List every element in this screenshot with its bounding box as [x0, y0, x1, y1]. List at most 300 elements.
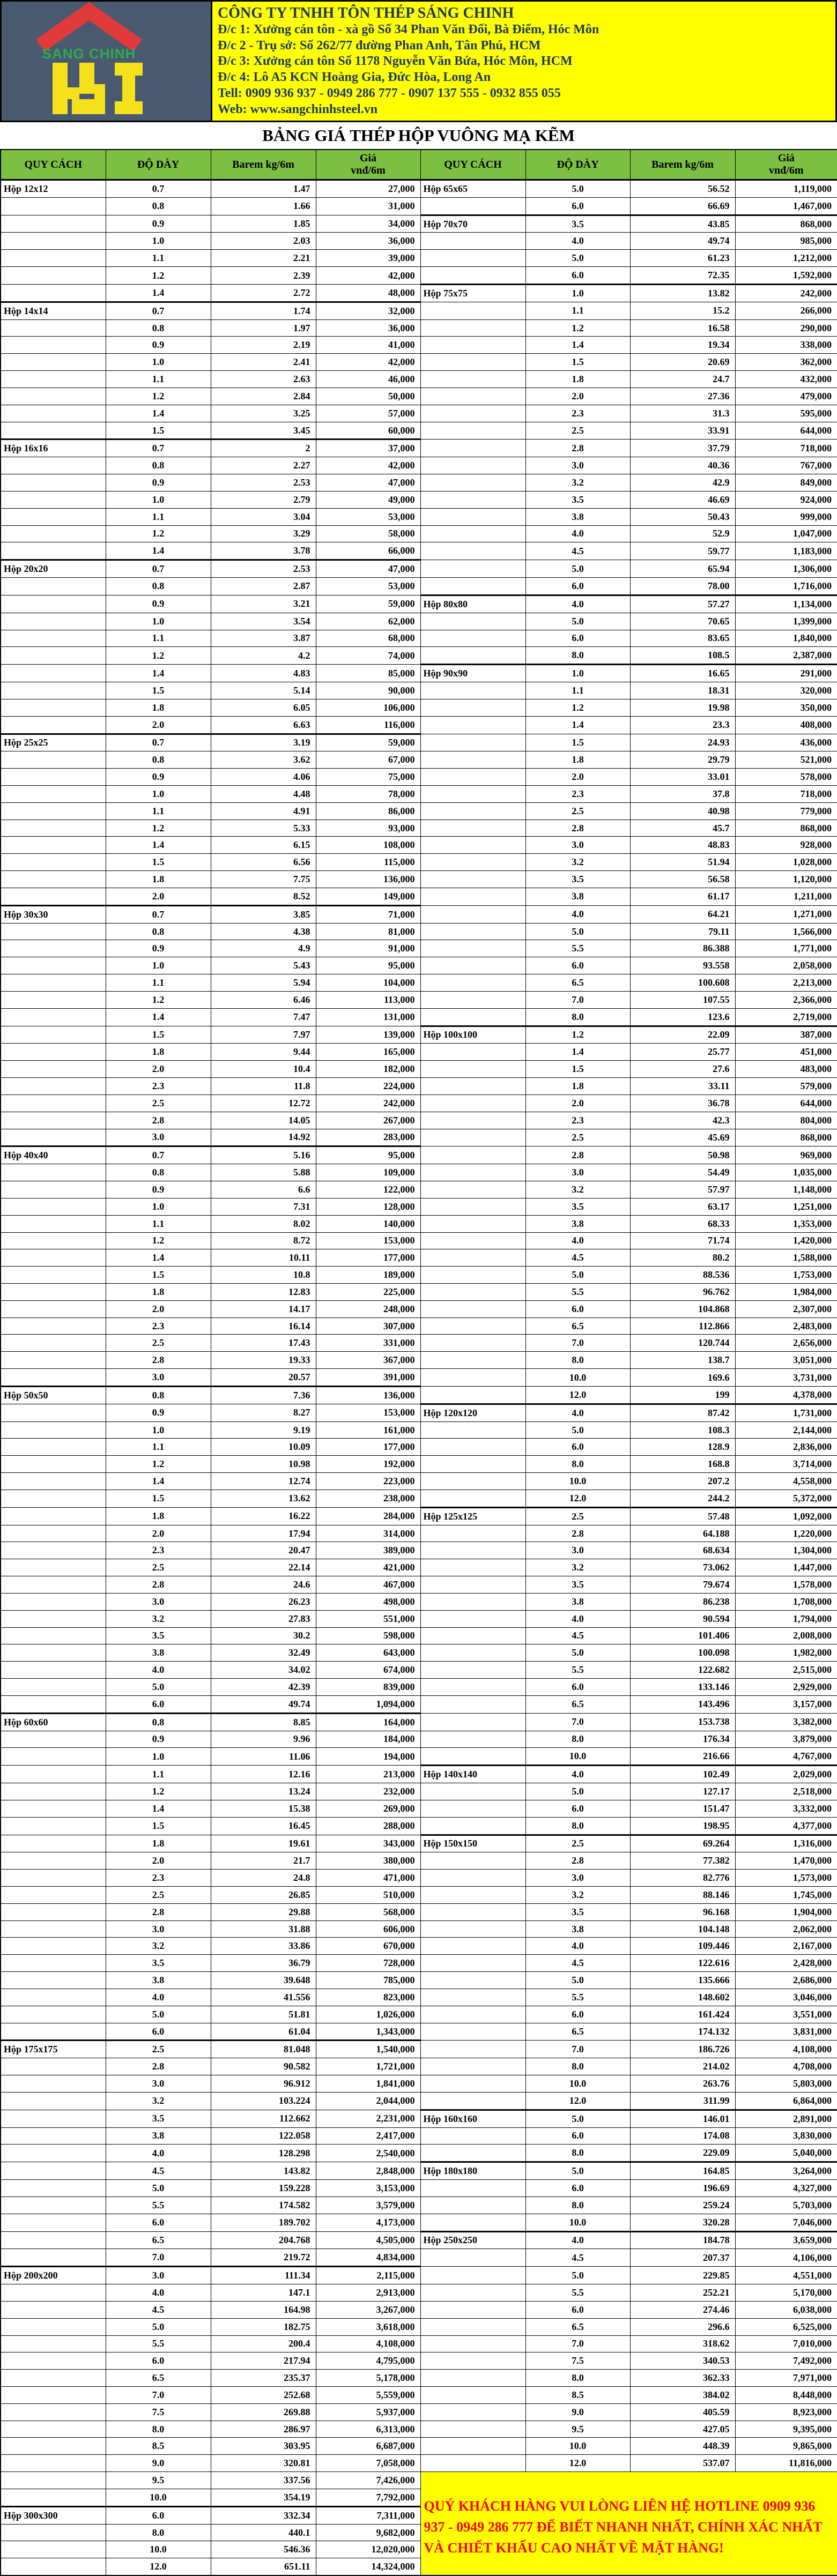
barem-cell: 3.87	[211, 630, 316, 647]
price-cell: 182,000	[316, 1061, 420, 1078]
price-cell: 53,000	[316, 508, 420, 525]
thickness-cell: 5.0	[525, 1972, 630, 1989]
price-cell: 1,566,000	[735, 923, 837, 940]
price-cell: 238,000	[316, 1490, 420, 1507]
thickness-cell: 8.5	[106, 2438, 211, 2455]
spec-cell	[1, 1817, 106, 1835]
price-cell: 6,313,000	[316, 2421, 420, 2438]
table-row	[1, 854, 837, 871]
spec-cell	[420, 2438, 525, 2455]
price-cell: 116,000	[316, 716, 420, 734]
barem-cell: 164.85	[630, 2162, 735, 2180]
barem-cell: 143.82	[211, 2162, 316, 2180]
price-cell: 14,324,000	[316, 2558, 420, 2575]
thickness-cell: 0.8	[106, 197, 211, 215]
thickness-cell: 1.5	[106, 682, 211, 699]
spec-cell: Hộp 20x20	[1, 560, 106, 578]
price-cell: 436,000	[735, 734, 837, 751]
spec-cell	[420, 1215, 525, 1232]
price-cell: 643,000	[316, 1644, 420, 1662]
price-cell: 924,000	[735, 491, 837, 508]
spec-cell	[420, 1164, 525, 1181]
thickness-cell: 7.5	[525, 2352, 630, 2370]
barem-cell: 57.27	[630, 595, 735, 613]
thickness-cell: 2.8	[106, 2058, 211, 2075]
footer-notice: QUÝ KHÁCH HÀNG VUI LÒNG LIÊN HỆ HOTLINE 0909 936 937 - 0949 286 777 ĐỂ BIẾT NHANH NHẤT, CHÍNH XÁC NHẤT VÀ CHIẾT KHẤU CAO NHẤT VỀ MẶT HÀNG!	[420, 2472, 837, 2575]
thickness-cell: 1.0	[106, 613, 211, 630]
thickness-cell: 3.2	[525, 474, 630, 492]
barem-cell: 128.9	[630, 1439, 735, 1456]
price-cell: 1,047,000	[735, 525, 837, 542]
barem-cell: 42.3	[630, 1112, 735, 1129]
barem-cell: 362.33	[630, 2370, 735, 2387]
barem-cell: 122.616	[630, 1955, 735, 1972]
price-cell: 4,327,000	[735, 2180, 837, 2197]
barem-cell: 153.738	[630, 1713, 735, 1731]
spec-cell	[420, 1181, 525, 1198]
company-name: CÔNG TY TNHH TÔN THÉP SÁNG CHINH	[218, 5, 514, 21]
barem-cell: 21.7	[211, 1852, 316, 1870]
table-row	[1, 1181, 837, 1198]
thickness-cell: 0.7	[106, 905, 211, 923]
spec-cell	[1, 2301, 106, 2318]
spec-cell	[1, 923, 106, 940]
barem-cell: 31.88	[211, 1920, 316, 1938]
thickness-cell: 3.0	[525, 1164, 630, 1181]
spec-cell	[420, 2403, 525, 2421]
price-cell: 104,000	[316, 974, 420, 992]
spec-cell	[420, 991, 525, 1008]
price-cell: 7,046,000	[735, 2214, 837, 2231]
logo-monogram-icon	[53, 63, 143, 114]
spec-cell	[1, 2438, 106, 2455]
thickness-cell: 1.5	[106, 1817, 211, 1835]
thickness-cell: 2.8	[106, 1352, 211, 1369]
barem-cell: 174.582	[211, 2197, 316, 2214]
spec-cell	[1, 2180, 106, 2197]
barem-cell: 120.744	[630, 1335, 735, 1352]
table-row	[1, 2301, 837, 2318]
spec-cell	[1, 1679, 106, 1696]
barem-cell: 320.81	[211, 2455, 316, 2472]
barem-cell: 112.662	[211, 2110, 316, 2127]
barem-cell: 12.16	[211, 1766, 316, 1783]
spec-cell	[420, 1713, 525, 1731]
barem-cell: 8.02	[211, 1215, 316, 1232]
thickness-cell: 7.0	[106, 2249, 211, 2267]
thickness-cell: 1.1	[525, 682, 630, 699]
spec-cell	[420, 474, 525, 492]
price-cell: 34,000	[316, 215, 420, 233]
table-row	[1, 1146, 837, 1164]
spec-cell	[420, 1525, 525, 1542]
table-row	[1, 1559, 837, 1576]
price-cell: 4,767,000	[735, 1748, 837, 1766]
barem-cell: 1.85	[211, 215, 316, 233]
barem-cell: 4.91	[211, 802, 316, 820]
barem-cell: 5.16	[211, 1146, 316, 1164]
spec-cell	[1, 820, 106, 837]
spec-cell: Hộp 90x90	[420, 665, 525, 682]
barem-cell: 4.9	[211, 940, 316, 957]
price-cell: 338,000	[735, 337, 837, 354]
price-cell: 999,000	[735, 508, 837, 525]
barem-cell: 112.866	[630, 1317, 735, 1335]
thickness-cell: 5.5	[106, 2335, 211, 2352]
price-cell: 1,592,000	[735, 267, 837, 285]
barem-cell: 23.3	[630, 716, 735, 734]
spec-cell	[420, 1748, 525, 1766]
thickness-cell: 3.0	[106, 1369, 211, 1387]
spec-cell	[420, 1112, 525, 1129]
barem-cell: 9.44	[211, 1044, 316, 1061]
table-row	[1, 1713, 837, 1731]
barem-cell: 33.86	[211, 1938, 316, 1955]
barem-cell: 4.83	[211, 665, 316, 682]
barem-cell: 34.02	[211, 1662, 316, 1679]
price-cell: 4,378,000	[735, 1386, 837, 1404]
barem-cell: 48.83	[630, 837, 735, 854]
spec-cell	[1, 647, 106, 665]
table-row	[1, 388, 837, 405]
thickness-cell: 0.7	[106, 180, 211, 198]
spec-cell	[1, 1627, 106, 1644]
thickness-cell: 6.0	[525, 1300, 630, 1317]
price-cell: 595,000	[735, 405, 837, 422]
barem-cell: 108.3	[630, 1421, 735, 1439]
spec-cell	[420, 337, 525, 354]
spec-cell	[420, 1044, 525, 1061]
price-table-header	[1, 150, 837, 180]
thickness-cell: 2.0	[525, 769, 630, 786]
thickness-cell: 6.0	[525, 957, 630, 974]
spec-cell	[420, 647, 525, 665]
thickness-cell: 6.0	[525, 2180, 630, 2197]
barem-cell: 337.56	[211, 2472, 316, 2489]
thickness-cell: 3.0	[106, 2267, 211, 2284]
spec-cell	[1, 1061, 106, 1078]
table-row	[1, 1129, 837, 1146]
price-cell: 192,000	[316, 1456, 420, 1473]
price-table-body	[1, 180, 837, 2576]
price-cell: 1,794,000	[735, 1610, 837, 1627]
spec-cell	[1, 991, 106, 1008]
price-cell: 2,848,000	[316, 2162, 420, 2180]
thickness-cell: 3.8	[525, 1215, 630, 1232]
barem-cell: 80.2	[630, 1249, 735, 1267]
price-cell: 674,000	[316, 1662, 420, 1679]
table-row	[1, 613, 837, 630]
barem-cell: 311.99	[630, 2092, 735, 2110]
barem-cell: 87.42	[630, 1404, 735, 1421]
spec-cell	[420, 1267, 525, 1284]
price-cell: 7,492,000	[735, 2352, 837, 2370]
price-cell: 606,000	[316, 1920, 420, 1938]
spec-cell	[1, 2092, 106, 2110]
spec-cell	[1, 2335, 106, 2352]
thickness-cell: 1.8	[106, 1284, 211, 1301]
table-row	[1, 1112, 837, 1129]
price-cell: 1,745,000	[735, 1886, 837, 1903]
col-header-price-left: Giá vnđ/6m	[316, 150, 420, 180]
spec-cell	[1, 542, 106, 560]
spec-cell	[1, 1404, 106, 1421]
barem-cell: 41.556	[211, 1989, 316, 2006]
price-cell: 177,000	[316, 1249, 420, 1267]
table-row	[1, 1748, 837, 1766]
barem-cell: 12.74	[211, 1473, 316, 1490]
spec-cell	[1, 888, 106, 905]
spec-cell	[420, 2006, 525, 2023]
spec-cell	[1, 474, 106, 492]
thickness-cell: 7.0	[525, 991, 630, 1008]
price-cell: 1,094,000	[316, 1695, 420, 1713]
spec-cell	[1, 1542, 106, 1559]
spec-cell	[1, 1267, 106, 1284]
barem-cell: 39.648	[211, 1972, 316, 1989]
spec-cell: Hộp 250x250	[420, 2231, 525, 2249]
thickness-cell: 4.5	[525, 542, 630, 560]
price-cell: 47,000	[316, 560, 420, 578]
thickness-cell: 5.0	[525, 250, 630, 267]
thickness-cell: 1.0	[525, 284, 630, 302]
price-cell: 3,830,000	[735, 2127, 837, 2145]
price-cell: 153,000	[316, 1232, 420, 1249]
price-cell: 3,714,000	[735, 1456, 837, 1473]
spec-cell	[420, 854, 525, 871]
price-cell: 136,000	[316, 1386, 420, 1404]
price-cell: 4,108,000	[316, 2335, 420, 2352]
barem-cell: 5.14	[211, 682, 316, 699]
spec-cell	[420, 1198, 525, 1215]
spec-cell	[420, 1352, 525, 1369]
price-cell: 1,134,000	[735, 595, 837, 613]
barem-cell: 448.39	[630, 2438, 735, 2455]
thickness-cell: 0.9	[106, 474, 211, 492]
spec-cell	[1, 2558, 106, 2575]
price-cell: 91,000	[316, 940, 420, 957]
price-cell: 5,372,000	[735, 1490, 837, 1507]
barem-cell: 33.91	[630, 422, 735, 440]
thickness-cell: 5.0	[525, 560, 630, 578]
thickness-cell: 1.8	[106, 1044, 211, 1061]
price-cell: 670,000	[316, 1938, 420, 1955]
col-header-thickness-right: ĐỘ DÀY	[525, 150, 630, 180]
thickness-cell: 10.0	[525, 1748, 630, 1766]
barem-cell: 24.7	[630, 371, 735, 388]
spec-cell	[1, 1852, 106, 1870]
thickness-cell: 2.0	[106, 1061, 211, 1078]
spec-cell	[420, 1955, 525, 1972]
barem-cell: 79.674	[630, 1576, 735, 1594]
thickness-cell: 1.2	[525, 1026, 630, 1044]
barem-cell: 199	[630, 1386, 735, 1404]
barem-cell: 123.6	[630, 1008, 735, 1026]
barem-cell: 8.72	[211, 1232, 316, 1249]
price-cell: 11,816,000	[735, 2455, 837, 2472]
barem-cell: 88.146	[630, 1886, 735, 1903]
table-row	[1, 2180, 837, 2197]
thickness-cell: 1.1	[106, 1215, 211, 1232]
thickness-cell: 2.0	[106, 716, 211, 734]
thickness-cell: 8.0	[525, 1456, 630, 1473]
barem-cell: 286.97	[211, 2421, 316, 2438]
price-cell: 5,559,000	[316, 2387, 420, 2404]
spec-cell	[1, 1903, 106, 1920]
barem-cell: 56.58	[630, 871, 735, 888]
price-cell: 1,573,000	[735, 1870, 837, 1887]
thickness-cell: 5.0	[525, 1644, 630, 1662]
thickness-cell: 0.7	[106, 440, 211, 457]
thickness-cell: 5.5	[525, 1662, 630, 1679]
price-cell: 291,000	[735, 665, 837, 682]
spec-cell	[420, 578, 525, 595]
spec-cell: Hộp 140x140	[420, 1766, 525, 1783]
table-row	[1, 923, 837, 940]
thickness-cell: 1.0	[106, 957, 211, 974]
spec-cell	[1, 1886, 106, 1903]
thickness-cell: 1.5	[106, 1026, 211, 1044]
spec-cell: Hộp 160x160	[420, 2110, 525, 2127]
price-cell: 767,000	[735, 457, 837, 474]
thickness-cell: 10.0	[525, 1369, 630, 1387]
spec-cell	[1, 1559, 106, 1576]
barem-cell: 1.97	[211, 319, 316, 337]
barem-cell: 57.97	[630, 1181, 735, 1198]
price-cell: 5,803,000	[735, 2075, 837, 2093]
price-cell: 2,008,000	[735, 1627, 837, 1644]
thickness-cell: 2.3	[106, 1317, 211, 1335]
thickness-cell: 6.5	[525, 974, 630, 992]
spec-cell	[1, 2403, 106, 2421]
price-cell: 2,483,000	[735, 1317, 837, 1335]
table-row	[1, 2421, 837, 2438]
spec-cell	[1, 2421, 106, 2438]
spec-cell	[420, 769, 525, 786]
barem-cell: 83.65	[630, 630, 735, 647]
thickness-cell: 4.5	[106, 2301, 211, 2318]
spec-cell: Hộp 14x14	[1, 302, 106, 319]
price-cell: 122,000	[316, 1181, 420, 1198]
spec-cell	[1, 250, 106, 267]
spec-cell	[1, 1044, 106, 1061]
barem-cell: 2.27	[211, 457, 316, 474]
spec-cell	[420, 1903, 525, 1920]
price-cell: 644,000	[735, 422, 837, 440]
barem-cell: 3.62	[211, 751, 316, 769]
table-row	[1, 319, 837, 337]
spec-cell	[420, 1576, 525, 1594]
price-cell: 106,000	[316, 699, 420, 716]
thickness-cell: 0.9	[106, 1181, 211, 1198]
spec-cell	[1, 1695, 106, 1713]
spec-cell	[420, 1989, 525, 2006]
thickness-cell: 12.0	[106, 2558, 211, 2575]
thickness-cell: 6.5	[525, 2318, 630, 2335]
barem-cell: 122.682	[630, 1662, 735, 1679]
thickness-cell: 0.7	[106, 1146, 211, 1164]
price-cell: 4,708,000	[735, 2058, 837, 2075]
thickness-cell: 3.2	[525, 854, 630, 871]
spec-cell	[1, 1662, 106, 1679]
table-row	[1, 1525, 837, 1542]
price-cell: 2,891,000	[735, 2110, 837, 2127]
table-row	[1, 1404, 837, 1421]
table-row	[1, 2318, 837, 2335]
price-cell: 2,213,000	[735, 974, 837, 992]
table-row	[1, 682, 837, 699]
col-header-spec-left: QUY CÁCH	[1, 150, 106, 180]
barem-cell: 546.36	[211, 2541, 316, 2558]
spec-cell	[1, 1215, 106, 1232]
spec-cell	[1, 1989, 106, 2006]
thickness-cell: 1.4	[525, 337, 630, 354]
barem-cell: 174.132	[630, 2023, 735, 2041]
price-cell: 467,000	[316, 1576, 420, 1594]
barem-cell: 2.63	[211, 371, 316, 388]
thickness-cell: 5.0	[106, 2180, 211, 2197]
spec-cell: Hộp 12x12	[1, 180, 106, 198]
price-cell: 27,000	[316, 180, 420, 198]
barem-cell: 46.69	[630, 491, 735, 508]
price-cell: 67,000	[316, 751, 420, 769]
spec-cell	[1, 2197, 106, 2214]
thickness-cell: 10.0	[525, 2438, 630, 2455]
spec-cell	[1, 1008, 106, 1026]
table-row	[1, 525, 837, 542]
spec-cell	[420, 371, 525, 388]
spec-cell	[1, 2489, 106, 2506]
price-cell: 290,000	[735, 319, 837, 337]
table-row	[1, 957, 837, 974]
barem-cell: 198.95	[630, 1817, 735, 1835]
spec-cell	[420, 2145, 525, 2162]
price-cell: 153,000	[316, 1404, 420, 1421]
thickness-cell: 2.0	[525, 388, 630, 405]
page-title: BẢNG GIÁ THÉP HỘP VUÔNG MẠ KẼM	[0, 122, 837, 149]
spec-cell	[1, 1439, 106, 1456]
price-cell: 471,000	[316, 1870, 420, 1887]
price-cell: 1,721,000	[316, 2058, 420, 2075]
price-cell: 1,578,000	[735, 1576, 837, 1594]
table-row	[1, 215, 837, 233]
table-row	[1, 1610, 837, 1627]
price-cell: 74,000	[316, 647, 420, 665]
spec-cell: Hộp 80x80	[420, 595, 525, 613]
spec-cell	[420, 1335, 525, 1352]
barem-cell: 56.52	[630, 180, 735, 198]
spec-cell	[1, 1644, 106, 1662]
price-cell: 3,579,000	[316, 2197, 420, 2214]
thickness-cell: 3.0	[525, 457, 630, 474]
price-cell: 1,984,000	[735, 1284, 837, 1301]
price-cell: 4,173,000	[316, 2214, 420, 2231]
table-row	[1, 1026, 837, 1044]
spec-cell	[1, 1507, 106, 1525]
thickness-cell: 2.3	[106, 1870, 211, 1887]
address-line-1: Đ/c 1: Xưởng cán tôn - xà gồ Số 34 Phan Văn Đối, Bà Điểm, Hóc Môn	[218, 22, 599, 36]
price-cell: 350,000	[735, 699, 837, 716]
price-cell: 128,000	[316, 1198, 420, 1215]
barem-cell: 2.19	[211, 337, 316, 354]
thickness-cell: 3.5	[525, 215, 630, 233]
barem-cell: 16.58	[630, 319, 735, 337]
price-cell: 849,000	[735, 474, 837, 492]
price-cell: 1,447,000	[735, 1559, 837, 1576]
price-cell: 1,316,000	[735, 1835, 837, 1852]
barem-cell: 42.39	[211, 1679, 316, 1696]
thickness-cell: 2.3	[525, 1112, 630, 1129]
